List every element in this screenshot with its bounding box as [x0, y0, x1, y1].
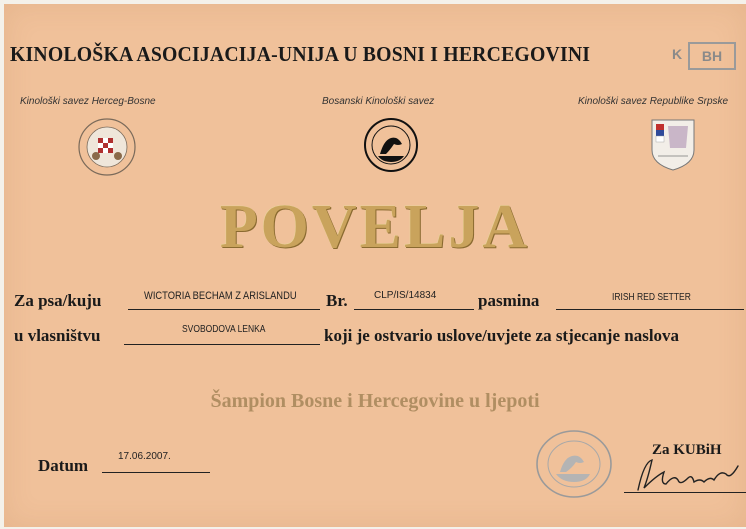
owner-line	[124, 344, 320, 345]
date-line	[102, 472, 210, 473]
org-republika-srpska: Kinološki savez Republike Srpske	[578, 96, 729, 107]
republika-srpska-seal-icon	[642, 112, 704, 174]
champion-title: Šampion Bosne i Hercegovine u ljepoti	[210, 390, 540, 412]
org-herceg-bosna: Kinološki savez Herceg-Bosne	[20, 96, 156, 107]
official-stamp-icon	[534, 428, 614, 500]
date-label: Datum	[38, 456, 89, 475]
condition-text: koji je ostvario uslove/uvjete za stjecanje naslova	[324, 326, 680, 345]
certificate	[4, 4, 746, 527]
association-title: KINOLOŠKA ASOCIJACIJA-UNIJA U BOSNI I HERCEGOVINI	[10, 42, 591, 66]
dog-line	[128, 309, 320, 310]
date-value: 17.06.2007.	[118, 451, 171, 462]
certificate-title: POVELJA	[219, 193, 531, 261]
breed-value: IRISH RED SETTER	[612, 292, 691, 303]
kbh-logo-k: K	[672, 46, 683, 62]
owner-value: SVOBODOVA LENKA	[182, 324, 266, 335]
reg-label: Br.	[326, 291, 348, 310]
herceg-bosna-seal-icon	[76, 116, 138, 178]
signature-icon	[630, 452, 746, 498]
reg-number-value: CLP/IS/14834	[374, 290, 437, 301]
owner-label: u vlasništvu	[14, 326, 101, 345]
org-bosanski: Bosanski Kinološki savez	[322, 96, 435, 107]
dog-label: Za psa/kuju	[14, 291, 102, 310]
dog-name-value: WICTORIA BECHAM Z ARISLANDU	[144, 290, 297, 302]
breed-label: pasmina	[478, 291, 540, 310]
reg-line	[354, 309, 474, 310]
kbh-logo	[672, 42, 736, 68]
signatory-label: Za KUBiH	[652, 442, 722, 458]
bosanski-savez-seal-icon	[360, 114, 422, 176]
kbh-logo-bh: BH	[688, 42, 736, 70]
breed-line	[556, 309, 744, 310]
